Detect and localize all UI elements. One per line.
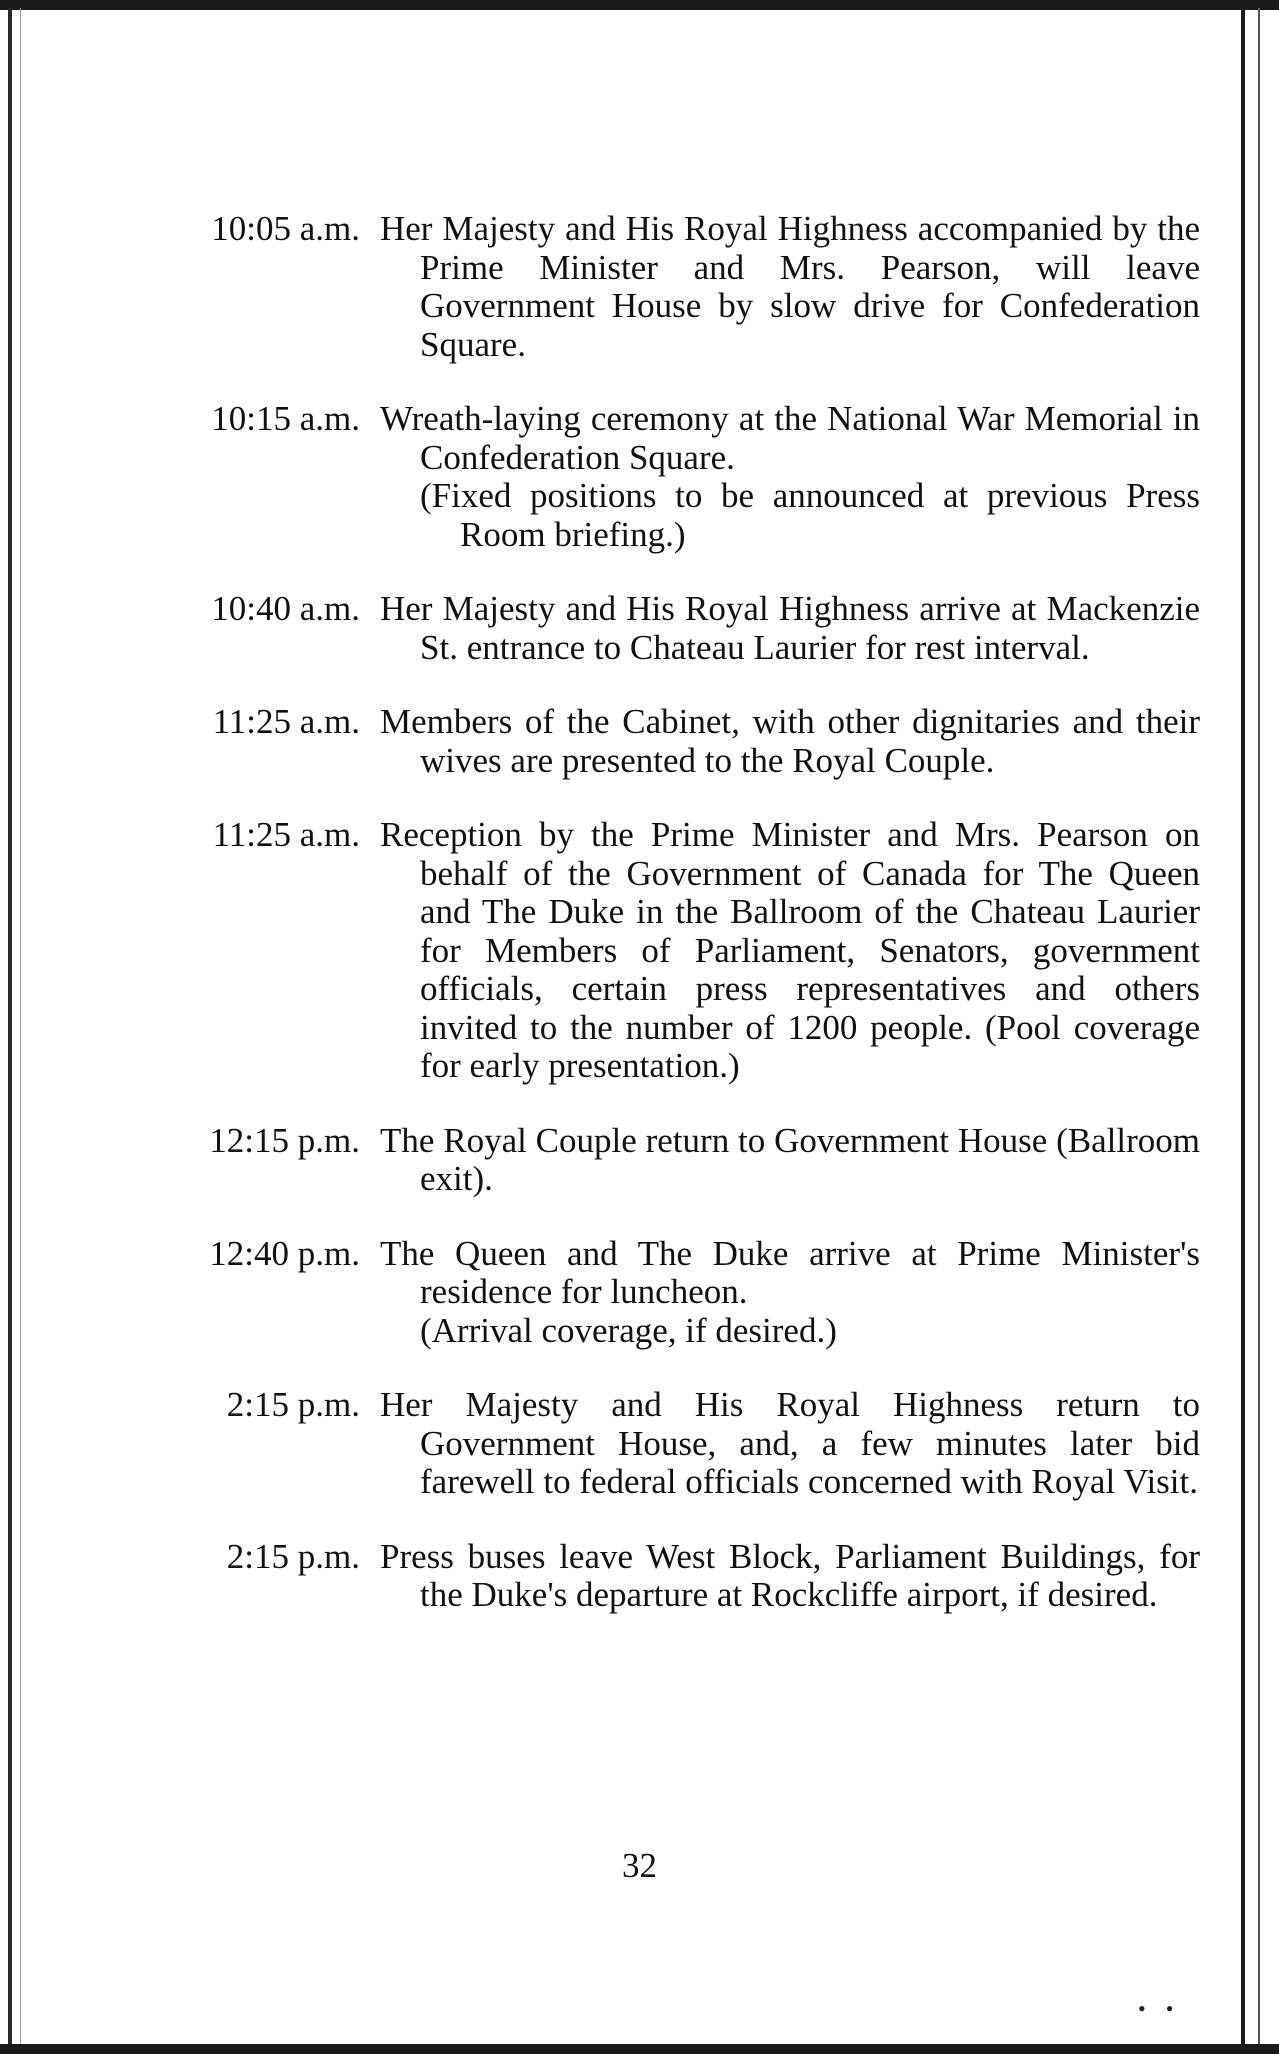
entry-description: Reception by the Prime Minister and Mrs. Pearson on behalf of the Government of Canada for The Queen and The Duke in the Ballroom of the Chateau Laurier for Members of Parliament, Senators, government officials, certain press representatives and others invited to the number of 1200 people. (Pool coverage for early presentation.) — [380, 815, 1200, 1085]
entry-time: 12:40 p.m. — [209, 1233, 360, 1273]
entry-time: 2:15 p.m. — [226, 1385, 360, 1424]
entry-time: 11:25 a.m. — [212, 702, 360, 741]
entry-description: The Royal Couple return to Government House (Ballroom exit). — [380, 1120, 1200, 1198]
entry-time: 10:40 a.m. — [211, 589, 360, 628]
schedule-entry — [160, 1538, 1200, 1615]
entry-time: 11:25 a.m. — [212, 815, 360, 854]
page-border-top — [0, 0, 1279, 10]
entry-time: 10:15 a.m. — [211, 399, 360, 438]
entry-note: (Arrival coverage, if desired.) — [420, 1310, 837, 1350]
entry-description: The Queen and The Duke arrive at Prime Minister's residence for luncheon. — [380, 1233, 1200, 1311]
page-border-right — [1241, 8, 1245, 2048]
entry-time: 12:15 p.m. — [209, 1120, 360, 1160]
schedule-entry — [160, 1235, 1200, 1351]
page-number: 32 — [622, 1846, 657, 1885]
schedule-entry — [160, 590, 1200, 667]
entry-time: 2:15 p.m. — [226, 1536, 360, 1576]
schedule-list — [160, 210, 1200, 1651]
page-border-right-outer — [1258, 8, 1260, 2048]
schedule-entry — [160, 400, 1200, 554]
entry-description: Wreath-laying ceremony at the National War Memorial in Confederation Square. — [380, 399, 1200, 477]
entry-description: Members of the Cabinet, with other dignitaries and their wives are presented to the Royal Couple. — [380, 702, 1200, 780]
entry-description: Her Majesty and His Royal Highness accompanied by the Prime Minister and Mrs. Pearson, will leave Government House by slow drive for Confederation Square. — [380, 209, 1200, 364]
entry-description: Press buses leave West Block, Parliament Buildings, for the Duke's departure at Rockcliffe airport, if desired. — [380, 1536, 1200, 1614]
schedule-entry — [160, 816, 1200, 1086]
schedule-entry — [160, 703, 1200, 780]
entry-description: Her Majesty and His Royal Highness return to Government House, and, a few minutes later bid farewell to federal officials concerned with Royal Visit. — [380, 1385, 1200, 1501]
ink-specks: •• — [1138, 1996, 1194, 2021]
schedule-entry — [160, 1122, 1200, 1199]
entry-note: (Fixed positions to be announced at previous Press Room briefing.) — [420, 476, 1200, 554]
page-border-bottom — [0, 2044, 1279, 2054]
page-border-left — [8, 8, 12, 2044]
entry-time: 10:05 a.m. — [211, 209, 360, 248]
entry-description: Her Majesty and His Royal Highness arrive at Mackenzie St. entrance to Chateau Laurier for rest interval. — [380, 589, 1200, 667]
schedule-entry — [160, 210, 1200, 364]
page-border-left-inner — [20, 8, 21, 2044]
schedule-entry — [160, 1386, 1200, 1502]
